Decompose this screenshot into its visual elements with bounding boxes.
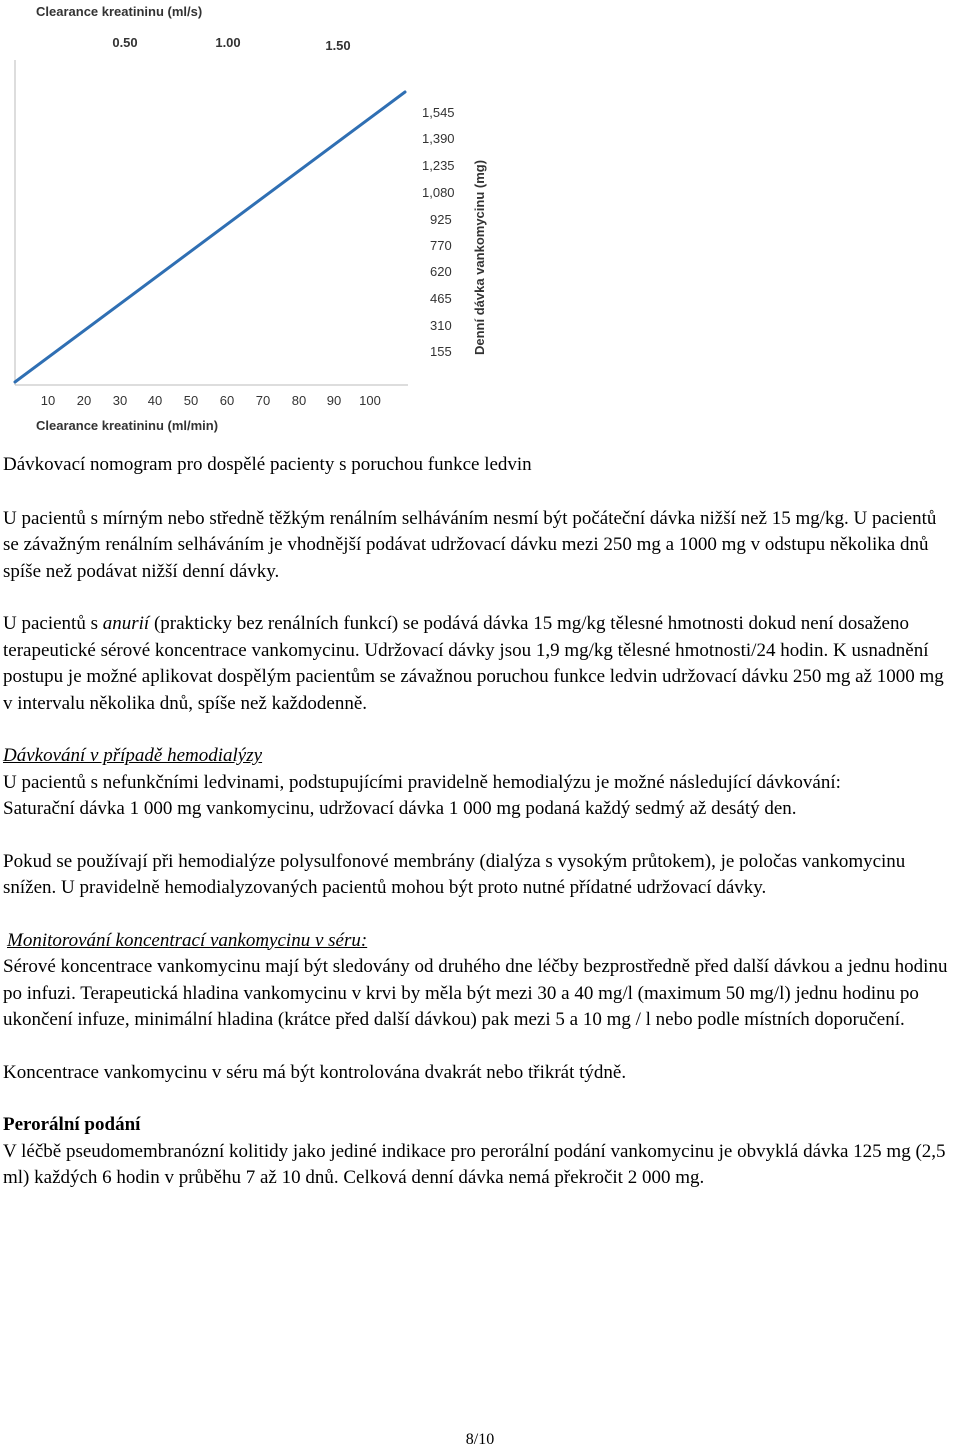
dose-tick: 1,390 <box>422 131 455 146</box>
dose-tick: 465 <box>430 291 452 306</box>
section-monitoring <box>3 928 955 1034</box>
section-oral <box>3 1112 955 1192</box>
top-tick: 1.00 <box>215 35 241 50</box>
dose-tick: 620 <box>430 264 452 279</box>
nomogram-line <box>15 92 405 382</box>
dosing-nomogram <box>0 0 520 440</box>
oral-text: V léčbě pseudomembranózní kolitidy jako jediné indikace pro perorální podání vankomycinu je obvyklá dávka 125 mg (2,5 ml) každých 6 hodin v průběhu 7 až 10 dnů. Celková denní dávka nemá překročit 2 000 mg. <box>3 1140 946 1188</box>
bottom-ticks <box>41 393 381 408</box>
dose-tick: 925 <box>430 212 452 227</box>
bottom-tick: 60 <box>219 393 235 408</box>
bottom-tick: 20 <box>76 393 92 408</box>
bottom-tick: 40 <box>147 393 163 408</box>
top-ticks <box>112 35 350 53</box>
bottom-tick: 80 <box>291 393 307 408</box>
dose-tick: 1,545 <box>422 105 455 120</box>
monitoring-text: Sérové koncentrace vankomycinu mají být sledovány od druhého dne léčby bezprostředně před další dávkou a jednu hodinu po infuzi. Terapeutická hladina vankomycinu v krvi by měla být mezi 30 a 40 mg/l (maximum 50 mg/l) jednu hodinu po ukončení infuze, minimální hladina (krátce před další dávkou) pak mezi 5 a 10 mg / l nebo podle místních doporučení. <box>3 956 948 1030</box>
oral-heading: Perorální podání <box>3 1114 141 1135</box>
bottom-tick: 30 <box>112 393 128 408</box>
dose-tick: 1,235 <box>422 158 455 173</box>
hemodialysis-line-1: U pacientů s nefunkčními ledvinami, podstupujícími pravidelně hemodialýzu je možné následující dávkování: <box>3 771 841 793</box>
dose-tick: 155 <box>430 344 452 359</box>
top-tick: 0.50 <box>112 35 138 50</box>
bottom-tick: 70 <box>255 393 271 408</box>
paragraph-renal-failure: U pacientů s mírným nebo středně těžkým renálním selháváním nesmí být počáteční dávka nižší než 15 mg/kg. U pacientů se závažným renálním selháváním je vhodnější podávat udržovací dávku mezi 250 mg a 1000 mg v odstupu několika dnů spíše než podávat nižší denní dávky. <box>3 507 937 582</box>
bottom-tick: 50 <box>183 393 199 408</box>
dose-tick: 310 <box>430 318 452 333</box>
right-axis-title: Denní dávka vankomycinu (mg) <box>472 159 487 355</box>
paragraph-serum-check: Koncentrace vankomycinu v séru má být kontrolována dvakrát nebo třikrát týdně. <box>3 1061 627 1083</box>
anuria-term: anurií <box>102 613 150 634</box>
page-number: 8/10 <box>465 1431 495 1448</box>
bottom-tick: 100 <box>359 393 381 408</box>
paragraph-anuria <box>3 611 955 717</box>
bottom-axis-title: Clearance kreatininu (ml/min) <box>36 418 219 433</box>
top-tick: 1.50 <box>325 38 351 53</box>
anuria-text-c: (prakticky bez renálních funkcí) se podává dávka 15 mg/kg tělesné hmotnosti dokud není dosaženo terapeutické sérové koncentrace vankomycinu. Udržovací dávky jsou 1,9 mg/kg tělesné hmotnosti/24 hodin. K usnadnění postupu je možné aplikovat dospělým pacientům se závažnou poruchou funkce ledvin udržovací dávku 250 mg až 1000 mg v intervalu několika dnů, spíše než každodenně. <box>3 613 944 714</box>
monitoring-heading: Monitorování koncentrací vankomycinu v séru: <box>7 929 368 951</box>
dose-ticks <box>422 105 455 359</box>
top-axis-title: Clearance kreatininu (ml/s) <box>36 4 203 19</box>
figure-caption: Dávkovací nomogram pro dospělé pacienty s poruchou funkce ledvin <box>3 454 532 475</box>
dose-tick: 770 <box>430 238 452 253</box>
bottom-tick: 10 <box>40 393 56 408</box>
bottom-tick: 90 <box>326 393 342 408</box>
paragraph-polysulfone: Pokud se používají při hemodialýze polysulfonové membrány (dialýza s vysokým průtokem), je poločas vankomycinu snížen. U pravidelně hemodialyzovaných pacientů mohou být proto nutné přídatné udržovací dávky. <box>3 850 906 898</box>
dose-tick: 1,080 <box>422 185 455 200</box>
hemodialysis-line-2: Saturační dávka 1 000 mg vankomycinu, udržovací dávka 1 000 mg podaná každý sedmý až desátý den. <box>3 798 797 819</box>
document-body <box>3 452 955 1218</box>
anuria-text-a: U pacientů s <box>3 613 103 634</box>
hemodialysis-heading: Dávkování v případě hemodialýzy <box>3 745 263 766</box>
section-hemodialysis <box>3 743 955 823</box>
